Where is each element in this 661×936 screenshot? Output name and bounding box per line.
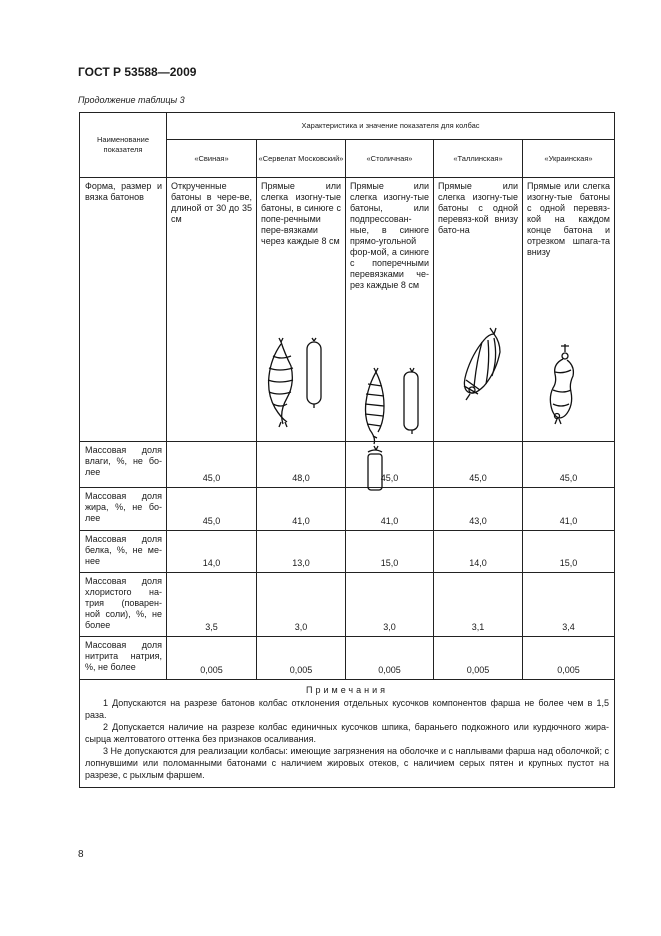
sausage-servelat-illustration xyxy=(257,336,346,431)
row-label-nitrite: Массовая доля нитрита натрия, %, не более xyxy=(80,637,167,680)
row-label-salt: Массовая доля хлористого на-трия (поварен-ной соли), %, не более xyxy=(80,573,167,637)
table-row xyxy=(80,637,615,680)
sausage-characteristics-table xyxy=(79,112,615,788)
shape-cell-svinaya xyxy=(167,178,257,442)
page-number: 8 xyxy=(78,849,84,860)
row-label-protein: Массовая доля белка, %, не ме-нее xyxy=(80,531,167,573)
sausage-tallinskaya-illustration xyxy=(434,324,522,409)
table-cell: 41,0 xyxy=(346,488,434,531)
table-continuation-label: Продолжение таблицы 3 xyxy=(78,95,185,105)
shape-text-tallinskaya: Прямые или слегка изогну-тые батоны с одной перевяз-кой внизу бато-на xyxy=(438,181,518,235)
note-item: 2 Допускается наличие на разрезе колбас единичных кусочков шпика, бараньего подкожного или курдючного жира-сырца желтоватого оттенка без признаков осаливания. xyxy=(85,722,609,744)
shape-text-stolichnaya: Прямые или слегка изогну-тые батоны, или подпрессован-ные, в синюге прямо-угольной фор-мой, а синюге с поперечными перевязками че-рез каждые 8 см xyxy=(350,181,429,290)
table-cell: 0,005 xyxy=(257,637,346,680)
note-item: 3 Не допускаются для реализации колбасы: имеющие загрязнения на оболочке и с наплывами фарша над оболочкой; с лопнувшими или поломанными батонами с наличием жировых отеков, с наличием серых пятен и крупных пустот на разрезе, с рыхлым фаршем. xyxy=(85,746,609,780)
row-label-moisture: Массовая доля влаги, %, не бо-лее xyxy=(80,442,167,488)
table-cell: 14,0 xyxy=(434,531,523,573)
notes-block xyxy=(80,680,615,788)
table-cell: 3,0 xyxy=(346,573,434,637)
shape-text-ukrainskaya: Прямые или слегка изогну-тые батоны с одной перевяз-кой на каждом конце батона и отрезком шпага-та внизу xyxy=(527,181,610,257)
sausage-ukrainskaya-illustration xyxy=(523,342,615,427)
param-header: Наименование показателя xyxy=(80,113,167,178)
table-cell: 45,0 xyxy=(346,442,434,488)
row-label-shape: Форма, размер и вязка батонов xyxy=(80,178,167,442)
col-header-tallinskaya: «Таллинская» xyxy=(434,140,523,178)
shape-text-servelat: Прямые или слегка изогну-тые батоны, в синюге с попе-речными пере-вязками через каждые 8 см xyxy=(261,181,341,246)
shape-cell-tallinskaya xyxy=(434,178,523,442)
table-row xyxy=(80,488,615,531)
table-cell: 3,4 xyxy=(523,573,615,637)
shape-cell-stolichnaya xyxy=(346,178,434,442)
note-item: 1 Допускаются на разрезе батонов колбас отклонения отдельных кусочков компонентов фарша не более чем в 1,5 раза. xyxy=(85,698,609,720)
shape-cell-ukrainskaya xyxy=(523,178,615,442)
col-header-servelat: «Сервелат Московский» xyxy=(257,140,346,178)
table-cell: 0,005 xyxy=(523,637,615,680)
table-cell: 45,0 xyxy=(167,488,257,531)
table-notes-row xyxy=(80,680,615,788)
table-cell: 41,0 xyxy=(257,488,346,531)
table-cell: 45,0 xyxy=(523,442,615,488)
table-cell: 41,0 xyxy=(523,488,615,531)
table-cell: 15,0 xyxy=(523,531,615,573)
table-cell: 0,005 xyxy=(434,637,523,680)
table-row xyxy=(80,531,615,573)
col-header-stolichnaya: «Столичная» xyxy=(346,140,434,178)
table-cell: 0,005 xyxy=(167,637,257,680)
sausage-stolichnaya-illustration xyxy=(346,366,434,491)
group-header: Характеристика и значение показателя для колбас xyxy=(167,113,615,140)
table-cell: 45,0 xyxy=(434,442,523,488)
table-cell: 43,0 xyxy=(434,488,523,531)
table-cell: 14,0 xyxy=(167,531,257,573)
table-cell: 15,0 xyxy=(346,531,434,573)
table-cell: 13,0 xyxy=(257,531,346,573)
table-row xyxy=(80,573,615,637)
document-title: ГОСТ Р 53588—2009 xyxy=(78,65,197,79)
col-header-ukrainskaya: «Украинская» xyxy=(523,140,615,178)
row-label-fat: Массовая доля жира, %, не бо-лее xyxy=(80,488,167,531)
table-row-shape xyxy=(80,178,615,442)
sausage-svinaya-illustration xyxy=(167,236,257,316)
shape-text-svinaya: Открученные батоны в чере-ве, длиной от 30 до 35 см xyxy=(171,181,252,224)
table-cell: 48,0 xyxy=(257,442,346,488)
table-cell: 3,5 xyxy=(167,573,257,637)
col-header-svinaya: «Свиная» xyxy=(167,140,257,178)
table-cell: 3,1 xyxy=(434,573,523,637)
notes-title: Примечания xyxy=(306,685,388,695)
table-cell: 3,0 xyxy=(257,573,346,637)
table-cell: 0,005 xyxy=(346,637,434,680)
table-cell: 45,0 xyxy=(167,442,257,488)
shape-cell-servelat xyxy=(257,178,346,442)
